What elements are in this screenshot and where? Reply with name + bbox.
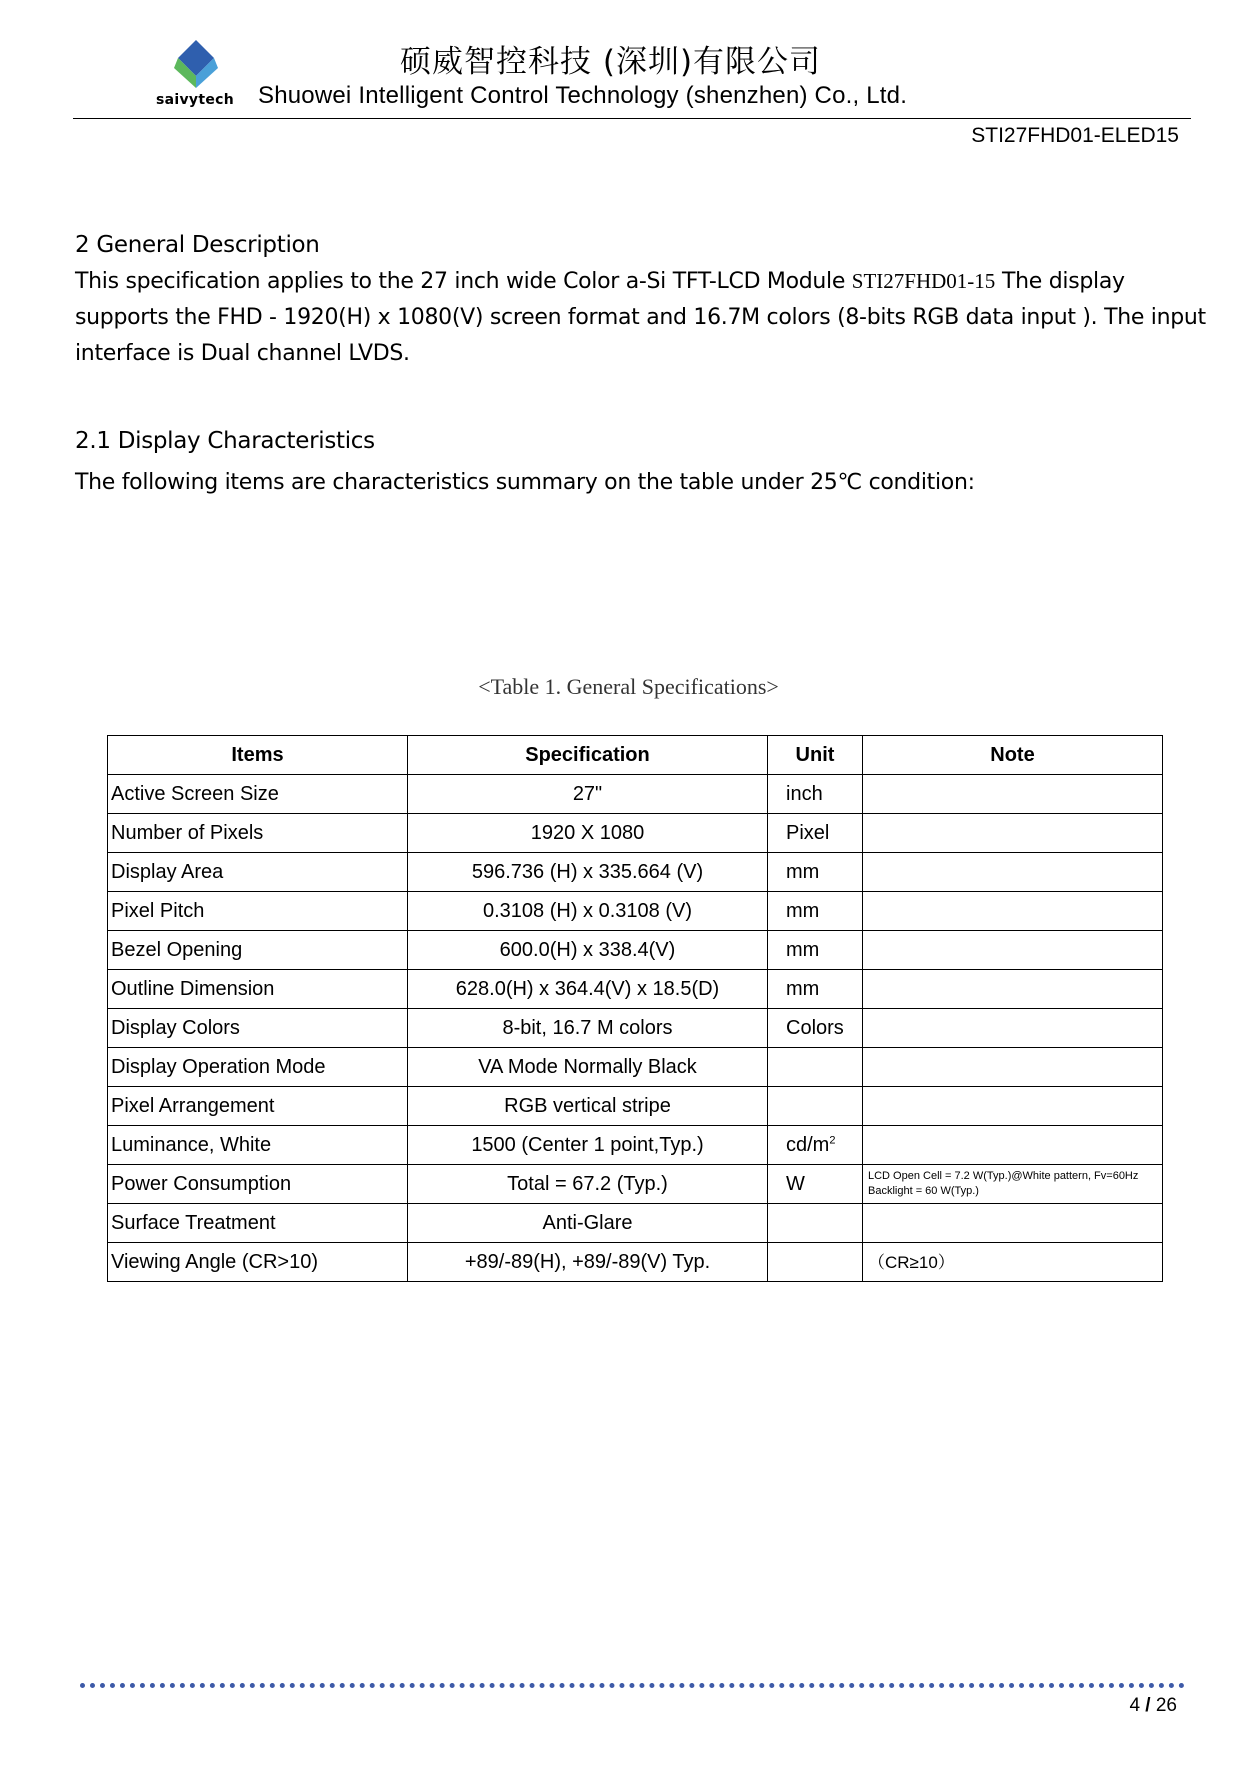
row-unit [768, 1126, 863, 1165]
row-note [863, 1204, 1163, 1243]
row-spec: 628.0(H) x 364.4(V) x 18.5(D) [408, 970, 768, 1009]
page-separator: / [1145, 1695, 1151, 1716]
row-unit: mm [768, 853, 863, 892]
document-code: STI27FHD01-ELED15 [971, 124, 1179, 147]
row-spec: Total = 67.2 (Typ.) [408, 1165, 768, 1204]
row-unit: mm [768, 931, 863, 970]
table-row [108, 970, 1163, 1009]
note-line-1: LCD Open Cell = 7.2 W(Typ.)@White pattern, Fv=60Hz [868, 1170, 1139, 1182]
table-row [108, 1165, 1163, 1204]
header-note: Note [863, 736, 1163, 775]
page-current: 4 [1129, 1695, 1141, 1716]
row-spec: 1500 (Center 1 point,Typ.) [408, 1126, 768, 1165]
row-unit: Pixel [768, 814, 863, 853]
section-2-para-line-3: interface is Dual channel LVDS. [75, 341, 410, 366]
row-item: Viewing Angle (CR>10) [108, 1243, 408, 1282]
row-note [863, 892, 1163, 931]
row-note [863, 970, 1163, 1009]
table-row [108, 1009, 1163, 1048]
row-note [863, 1087, 1163, 1126]
row-note [863, 1165, 1163, 1204]
row-unit: mm [768, 970, 863, 1009]
section-2-para-line-1 [75, 269, 1125, 294]
row-spec: +89/-89(H), +89/-89(V) Typ. [408, 1243, 768, 1282]
row-note [863, 853, 1163, 892]
row-spec: 27" [408, 775, 768, 814]
header-unit: Unit [768, 736, 863, 775]
unit-text: cd/m [786, 1133, 830, 1156]
table-row [108, 853, 1163, 892]
footer-dotted-divider [80, 1683, 1185, 1688]
para-line-1-text-a: This specification applies to the 27 inch wide Color a-Si TFT-LCD Module [75, 269, 852, 294]
row-unit [768, 1048, 863, 1087]
row-note [863, 814, 1163, 853]
row-note [863, 775, 1163, 814]
company-name-chinese: 硕威智控科技 (深圳)有限公司 [400, 44, 822, 80]
row-spec: 1920 X 1080 [408, 814, 768, 853]
module-model-name: STI27FHD01-15 [851, 269, 996, 293]
company-logo [150, 38, 240, 110]
row-spec: 600.0(H) x 338.4(V) [408, 931, 768, 970]
row-item: Power Consumption [108, 1165, 408, 1204]
row-item: Display Colors [108, 1009, 408, 1048]
table-row [108, 1048, 1163, 1087]
header-items: Items [108, 736, 408, 775]
section-2-para-line-2: supports the FHD - 1920(H) x 1080(V) screen format and 16.7M colors (8-bits RGB data input ). The input [75, 305, 1206, 330]
table-row [108, 1126, 1163, 1165]
note-line-2: Backlight = 60 W(Typ.) [868, 1185, 979, 1197]
row-unit [768, 1243, 863, 1282]
company-name-english: Shuowei Intelligent Control Technology (shenzhen) Co., Ltd. [258, 82, 908, 109]
row-spec: 596.736 (H) x 335.664 (V) [408, 853, 768, 892]
header-divider [73, 118, 1191, 119]
row-unit: Colors [768, 1009, 863, 1048]
row-spec: 0.3108 (H) x 0.3108 (V) [408, 892, 768, 931]
section-2-title: 2 General Description [75, 232, 320, 258]
row-item: Pixel Arrangement [108, 1087, 408, 1126]
table-row [108, 1087, 1163, 1126]
row-unit: mm [768, 892, 863, 931]
table-row [108, 931, 1163, 970]
row-spec: Anti-Glare [408, 1204, 768, 1243]
row-spec: 8-bit, 16.7 M colors [408, 1009, 768, 1048]
general-specifications-table [107, 735, 1163, 1282]
logo-wordmark: saivytech [156, 92, 234, 108]
section-2-1-title: 2.1 Display Characteristics [75, 428, 375, 454]
page-total: 26 [1155, 1695, 1177, 1716]
table-row [108, 1243, 1163, 1282]
table-row [108, 1204, 1163, 1243]
row-item: Display Operation Mode [108, 1048, 408, 1087]
row-item: Number of Pixels [108, 814, 408, 853]
row-note [863, 1048, 1163, 1087]
table-row [108, 775, 1163, 814]
row-unit: inch [768, 775, 863, 814]
table-header-row [108, 736, 1163, 775]
row-spec: RGB vertical stripe [408, 1087, 768, 1126]
row-spec: VA Mode Normally Black [408, 1048, 768, 1087]
para-line-1-text-b: The display [995, 269, 1125, 294]
row-note [863, 1009, 1163, 1048]
unit-superscript: 2 [829, 1133, 836, 1146]
row-unit [768, 1087, 863, 1126]
table-caption: <Table 1. General Specifications> [478, 674, 779, 699]
row-note [863, 1126, 1163, 1165]
header-specification: Specification [408, 736, 768, 775]
row-unit [768, 1204, 863, 1243]
row-unit: W [768, 1165, 863, 1204]
row-note [863, 931, 1163, 970]
row-item: Surface Treatment [108, 1204, 408, 1243]
logo-mark-icon [170, 38, 222, 90]
row-item: Display Area [108, 853, 408, 892]
row-item: Luminance, White [108, 1126, 408, 1165]
section-2-1-intro: The following items are characteristics summary on the table under 25℃ condition: [75, 470, 975, 495]
table-row [108, 814, 1163, 853]
row-item: Pixel Pitch [108, 892, 408, 931]
page-number [1129, 1695, 1177, 1717]
row-item: Bezel Opening [108, 931, 408, 970]
table-row [108, 892, 1163, 931]
row-note: （CR≥10） [863, 1243, 1163, 1282]
row-item: Active Screen Size [108, 775, 408, 814]
row-item: Outline Dimension [108, 970, 408, 1009]
